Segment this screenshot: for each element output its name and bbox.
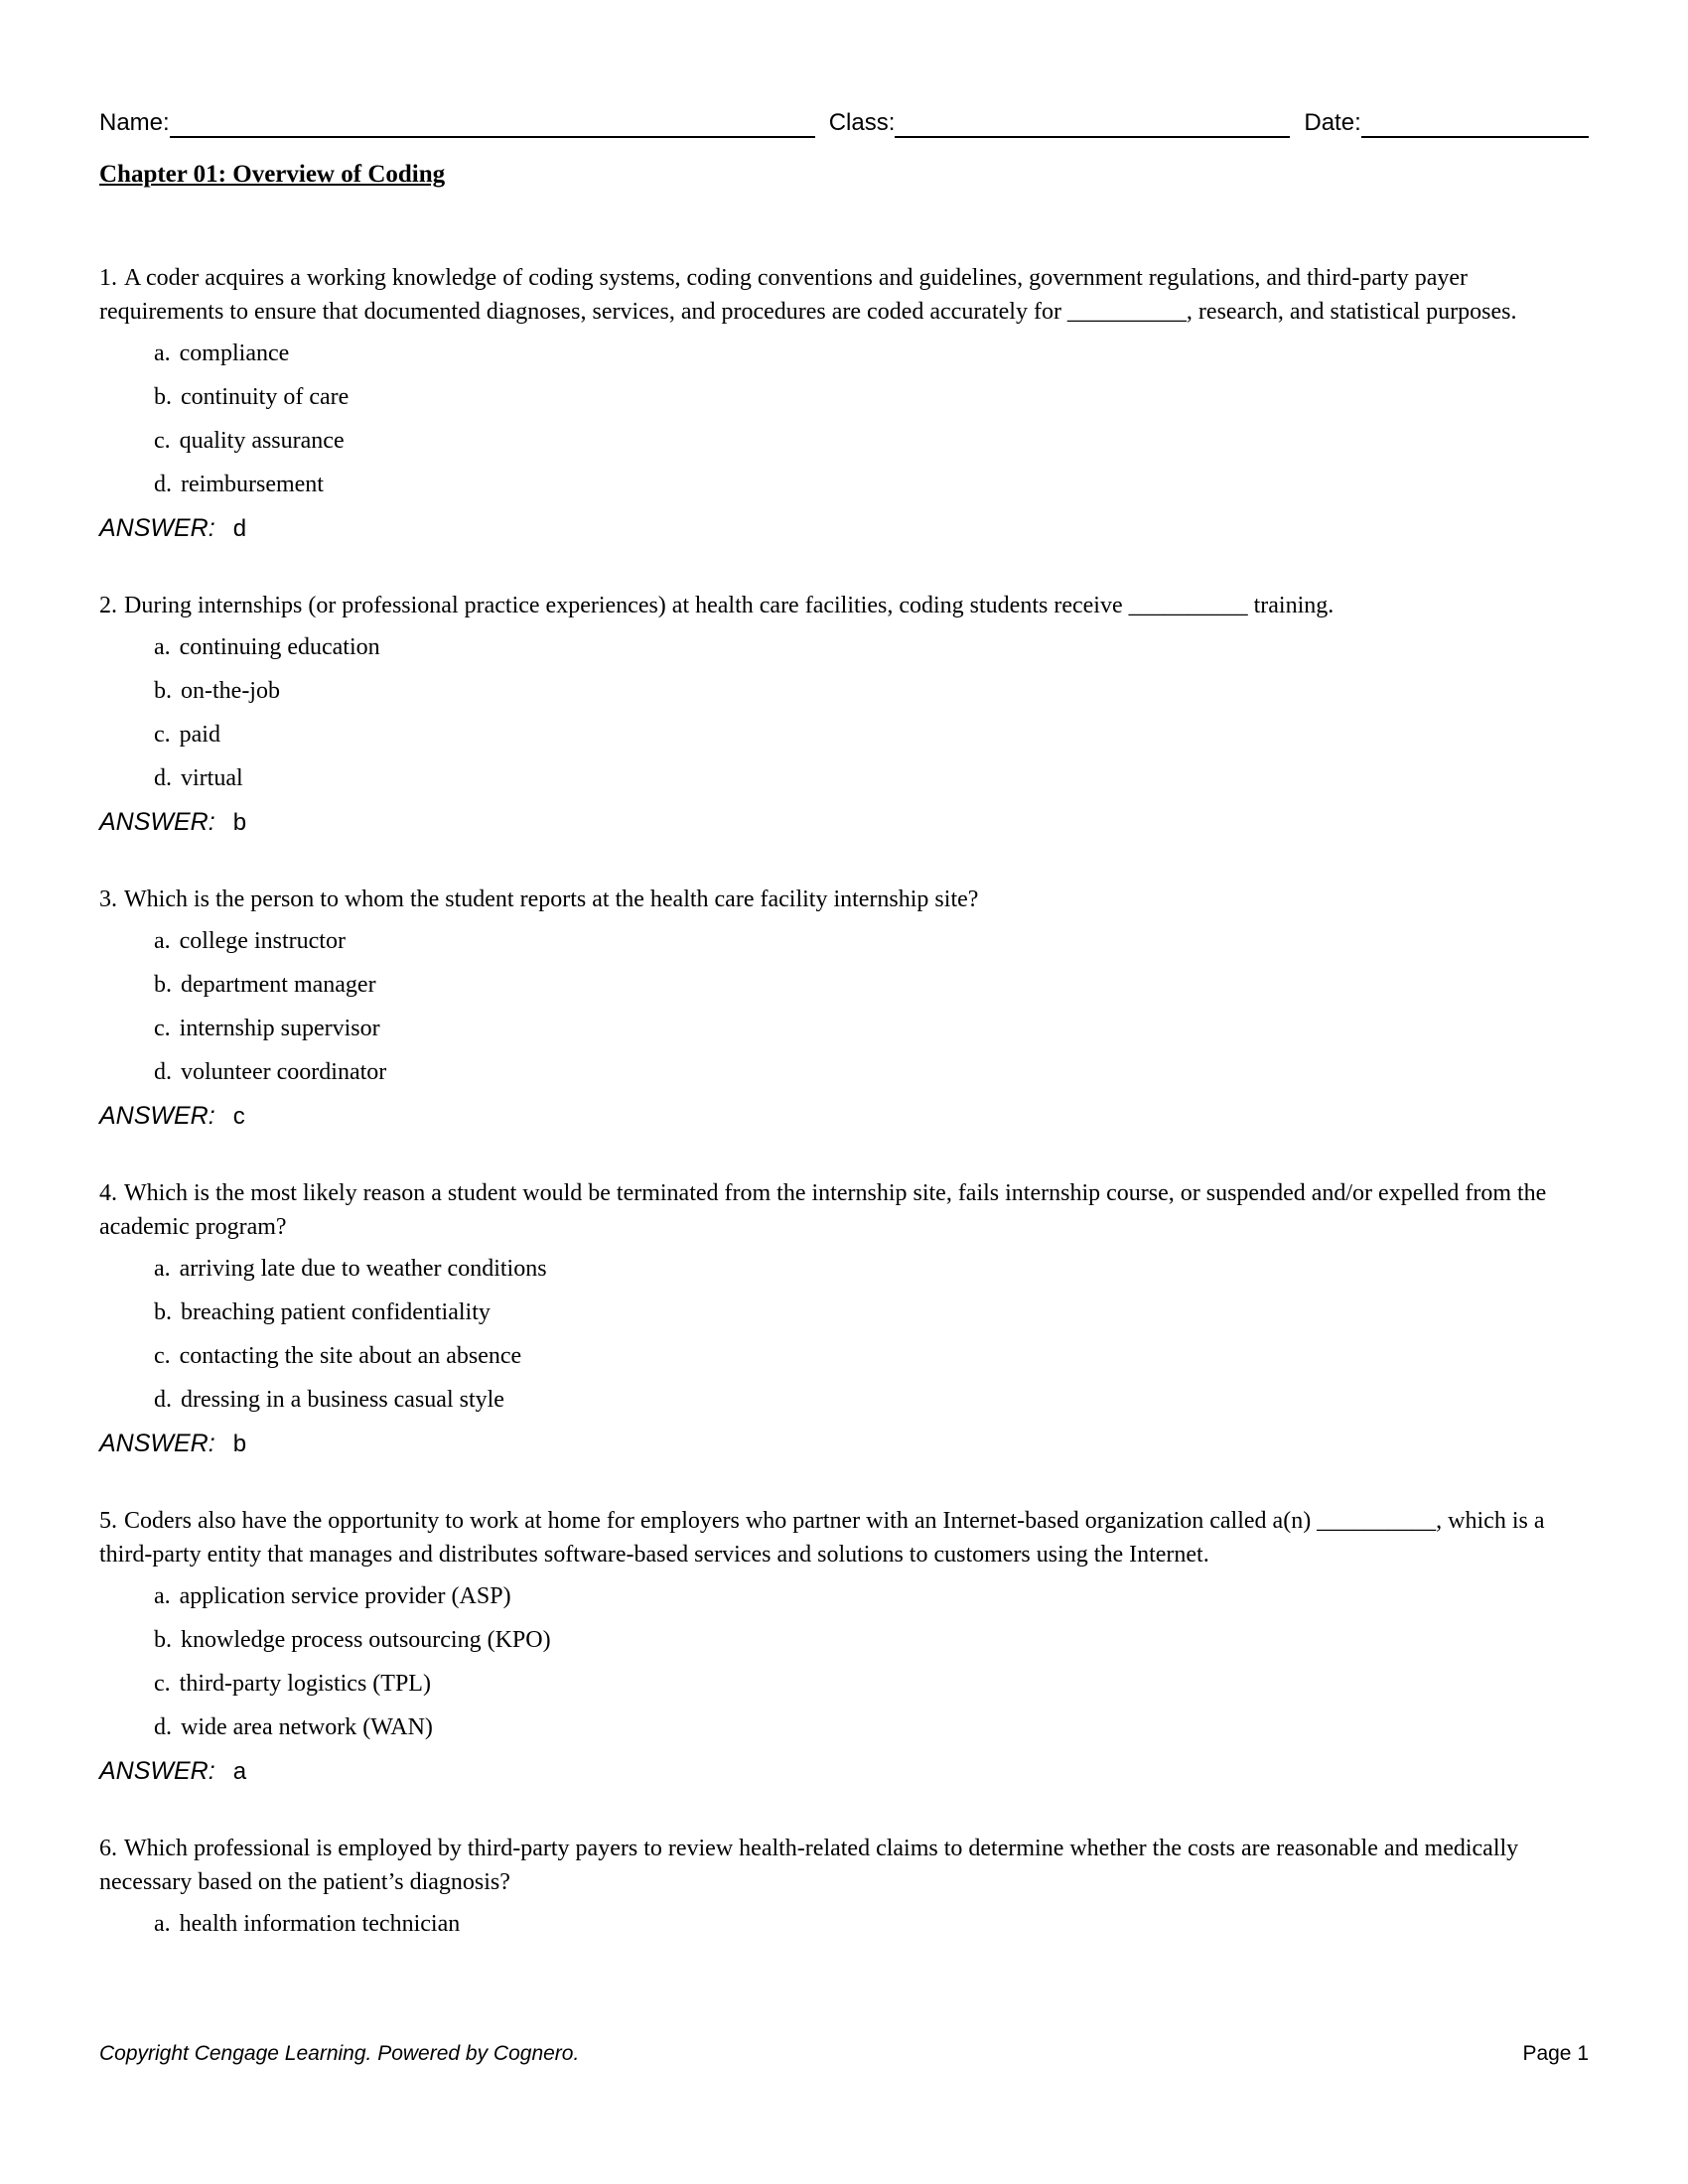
question-number: 1. xyxy=(99,265,117,291)
choices xyxy=(154,337,1589,501)
question-block xyxy=(99,261,1589,546)
choice-letter: b. xyxy=(154,678,172,704)
choice-letter: d. xyxy=(154,472,172,497)
choice-text: quality assurance xyxy=(179,428,345,454)
answer-value: d xyxy=(232,515,247,542)
answer-row xyxy=(99,511,1589,546)
answer-choice xyxy=(154,1383,1589,1417)
question-text xyxy=(99,1176,1589,1244)
answer-choice xyxy=(154,1296,1589,1329)
answer-value: b xyxy=(232,1431,247,1457)
question-stem: During internships (or professional practice experiences) at health care facilities, coding students receive __________ training. xyxy=(124,593,1335,618)
answer-value: a xyxy=(232,1758,247,1785)
choice-text: dressing in a business casual style xyxy=(181,1387,504,1413)
choice-text: reimbursement xyxy=(181,472,324,497)
answer-choice xyxy=(154,1579,1589,1613)
choice-letter: c. xyxy=(154,1016,171,1041)
choice-letter: d. xyxy=(154,1387,172,1413)
choices xyxy=(154,630,1589,795)
name-blank-line xyxy=(170,106,815,138)
answer-row xyxy=(99,1099,1589,1134)
answer-choice xyxy=(154,630,1589,664)
questions xyxy=(99,261,1589,1941)
answer-choice xyxy=(154,1252,1589,1286)
choice-letter: b. xyxy=(154,1299,172,1325)
choice-text: arriving late due to weather conditions xyxy=(179,1256,547,1282)
choice-text: application service provider (ASP) xyxy=(179,1583,511,1609)
page-number: Page 1 xyxy=(1522,2042,1589,2065)
choice-letter: c. xyxy=(154,428,171,454)
answer-choice xyxy=(154,718,1589,751)
choice-letter: b. xyxy=(154,1627,172,1653)
choices xyxy=(154,1252,1589,1417)
choice-text: paid xyxy=(179,722,220,748)
question-stem: Coders also have the opportunity to work at home for employers who partner with an Internet-based organization called a(n) __________, which is a third-party entity that manages and distributes software-based services and solutions to customers using the Internet. xyxy=(99,1508,1545,1568)
choice-letter: a. xyxy=(154,1911,171,1937)
choice-letter: d. xyxy=(154,765,172,791)
answer-choice xyxy=(154,1012,1589,1045)
question-block xyxy=(99,589,1589,840)
answer-label: ANSWER: xyxy=(99,514,215,542)
answer-label: ANSWER: xyxy=(99,1102,215,1130)
choice-letter: a. xyxy=(154,1256,171,1282)
chapter-title: Chapter 01: Overview of Coding xyxy=(99,161,446,188)
question-stem: Which is the most likely reason a student would be terminated from the internship site, fails internship course, or suspended and/or expelled from the academic program? xyxy=(99,1180,1547,1240)
choice-text: college instructor xyxy=(179,928,346,954)
question-number: 6. xyxy=(99,1836,117,1861)
date-blank-line xyxy=(1361,106,1589,138)
choice-text: on-the-job xyxy=(181,678,280,704)
copyright-text: Copyright Cengage Learning. Powered by Cognero. xyxy=(99,2042,580,2065)
class-blank-line xyxy=(895,106,1290,138)
answer-choice xyxy=(154,380,1589,414)
question-block xyxy=(99,1504,1589,1789)
answer-choice xyxy=(154,761,1589,795)
choice-text: volunteer coordinator xyxy=(181,1059,387,1085)
answer-choice xyxy=(154,1667,1589,1701)
choice-text: virtual xyxy=(181,765,243,791)
question-text xyxy=(99,589,1589,622)
choice-text: contacting the site about an absence xyxy=(179,1343,522,1369)
choice-text: department manager xyxy=(181,972,376,998)
choice-letter: a. xyxy=(154,341,171,366)
answer-value: c xyxy=(232,1103,245,1130)
answer-choice xyxy=(154,674,1589,708)
answer-choice xyxy=(154,924,1589,958)
choice-text: wide area network (WAN) xyxy=(181,1714,433,1740)
answer-choice xyxy=(154,468,1589,501)
choice-letter: b. xyxy=(154,972,172,998)
choice-text: knowledge process outsourcing (KPO) xyxy=(181,1627,551,1653)
question-stem: Which professional is employed by third-party payers to review health-related claims to determine whether the costs are reasonable and medically necessary based on the patient’s diagnosis? xyxy=(99,1836,1519,1895)
answer-choice xyxy=(154,1623,1589,1657)
question-text xyxy=(99,883,1589,916)
choice-letter: d. xyxy=(154,1714,172,1740)
name-label: Name: xyxy=(99,109,170,136)
answer-choice xyxy=(154,1339,1589,1373)
question-block xyxy=(99,1176,1589,1461)
page-footer xyxy=(99,2041,1589,2067)
choice-text: third-party logistics (TPL) xyxy=(179,1671,431,1697)
answer-value: b xyxy=(232,809,247,836)
answer-choice xyxy=(154,337,1589,370)
question-text xyxy=(99,1832,1589,1899)
answer-label: ANSWER: xyxy=(99,808,215,836)
choice-text: continuity of care xyxy=(181,384,350,410)
answer-choice xyxy=(154,1907,1589,1941)
choice-letter: d. xyxy=(154,1059,172,1085)
answer-choice xyxy=(154,424,1589,458)
answer-row xyxy=(99,805,1589,840)
choice-text: internship supervisor xyxy=(179,1016,380,1041)
class-label: Class: xyxy=(828,109,896,136)
question-text xyxy=(99,261,1589,329)
answer-label: ANSWER: xyxy=(99,1757,215,1785)
choice-text: breaching patient confidentiality xyxy=(181,1299,491,1325)
choice-letter: a. xyxy=(154,634,171,660)
choice-letter: a. xyxy=(154,1583,171,1609)
answer-row xyxy=(99,1754,1589,1789)
choice-letter: c. xyxy=(154,1671,171,1697)
question-number: 5. xyxy=(99,1508,117,1534)
choice-letter: c. xyxy=(154,1343,171,1369)
question-number: 3. xyxy=(99,887,117,912)
choices xyxy=(154,1907,1589,1941)
choices xyxy=(154,924,1589,1089)
question-number: 2. xyxy=(99,593,117,618)
answer-choice xyxy=(154,1710,1589,1744)
question-stem: A coder acquires a working knowledge of coding systems, coding conventions and guidelines, government regulations, and third-party payer requirements to ensure that documented diagnoses, services, and procedures are coded accurately for __________, research, and statistical purposes. xyxy=(99,265,1517,325)
answer-choice xyxy=(154,968,1589,1002)
question-stem: Which is the person to whom the student reports at the health care facility internship site? xyxy=(124,887,979,912)
answer-label: ANSWER: xyxy=(99,1430,215,1457)
choice-letter: b. xyxy=(154,384,172,410)
choice-text: health information technician xyxy=(179,1911,461,1937)
choice-letter: c. xyxy=(154,722,171,748)
question-block xyxy=(99,1832,1589,1941)
date-label: Date: xyxy=(1304,109,1361,136)
choice-letter: a. xyxy=(154,928,171,954)
choices xyxy=(154,1579,1589,1744)
choice-text: compliance xyxy=(179,341,290,366)
choice-text: continuing education xyxy=(179,634,380,660)
question-number: 4. xyxy=(99,1180,117,1206)
question-text xyxy=(99,1504,1589,1571)
answer-row xyxy=(99,1427,1589,1461)
question-block xyxy=(99,883,1589,1134)
answer-choice xyxy=(154,1055,1589,1089)
name-class-date-header xyxy=(99,106,1589,138)
